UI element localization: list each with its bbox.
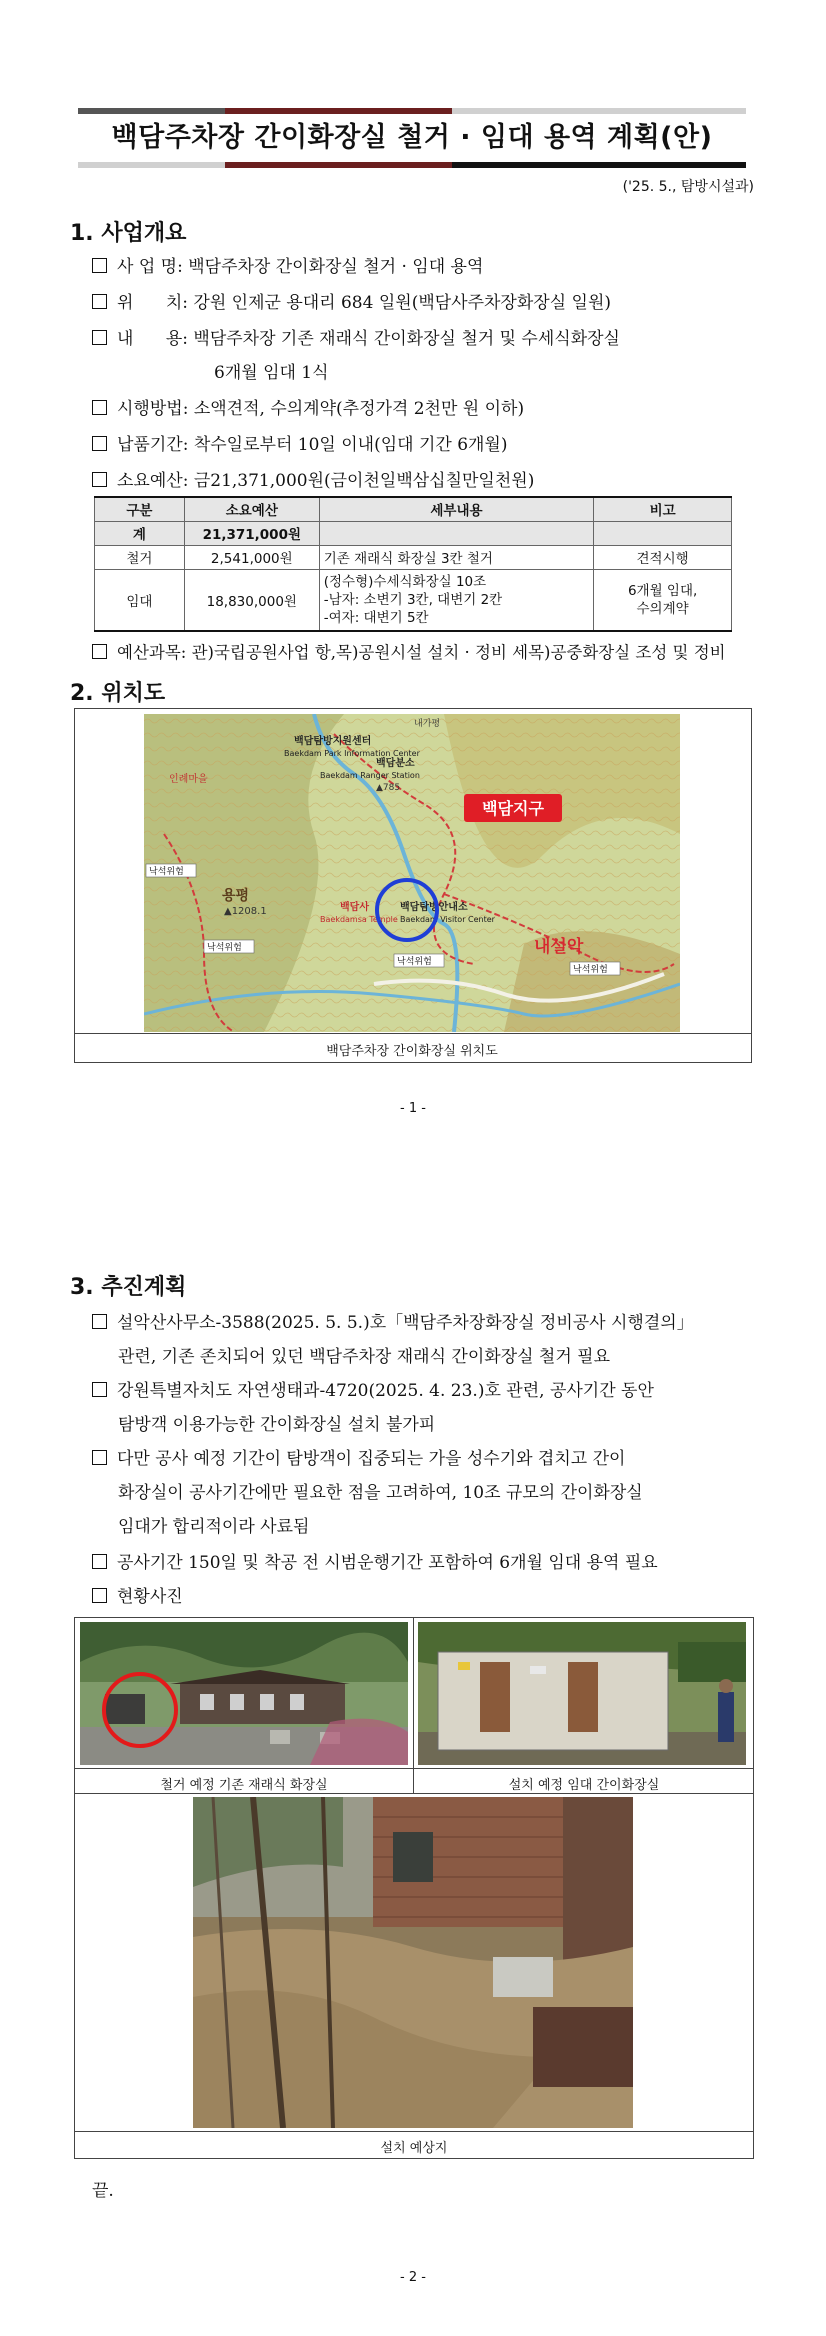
photo-rental-toilet [418, 1622, 746, 1765]
checkbox-icon [92, 330, 107, 345]
item-delivery: 납품기간: 착수일로부터 10일 이내(임대 기간 6개월) [92, 432, 508, 458]
checkbox-icon [92, 1382, 107, 1397]
item-budget: 소요예산: 금21,371,000원(금이천일백삼십칠만일천원) [92, 468, 534, 494]
budget-table [94, 496, 732, 632]
table-header: 세부내용 [319, 497, 593, 521]
page-number: - 2 - [400, 2270, 426, 2285]
section1-heading: 1. 사업개요 [70, 221, 187, 246]
photo-existing-toilet [80, 1622, 408, 1765]
plan-item: 현황사진 [92, 1580, 183, 1614]
photo-caption: 설치 예정 임대 간이화장실 [508, 1778, 660, 1793]
item-content: 내 용: 백담주차장 기존 재래식 간이화장실 철거 및 수세식화장실 [92, 326, 620, 352]
map-label-info-center: 백담탐방지원센터 [294, 736, 372, 747]
map-label-temple-en: Baekdamsa Temple [320, 915, 398, 924]
photo-caption: 철거 예정 기존 재래식 화장실 [160, 1778, 328, 1793]
map-label-pass: 내가평 [414, 719, 441, 729]
item-location: 위 치: 강원 인제군 용대리 684 일원(백담사주차장화장실 일원) [92, 290, 611, 316]
table-row: 철거 2,541,000원 기존 재래식 화장실 3칸 철거 견적시행 [95, 545, 732, 569]
checkbox-icon [92, 294, 107, 309]
plan-item: 다만 공사 예정 기간이 탐방객이 집중되는 가을 성수기와 겹치고 간이 화장실이 공사기간에만 필요한 점을 고려하여, 10조 규모의 간이화장실 임대가 합리적이라 사료됨 [92, 1442, 643, 1544]
plan-item: 강원특별자치도 자연생태과-4720(2025. 4. 23.)호 관련, 공사기간 동안 탐방객 이용가능한 간이화장실 설치 불가피 [92, 1374, 654, 1442]
map-caption: 백담주차장 간이화장실 위치도 [326, 1044, 498, 1059]
plan-item: 공사기간 150일 및 착공 전 시범운행기간 포함하여 6개월 임대 용역 필요 [92, 1546, 658, 1580]
page-title: 백담주차장 간이화장실 철거 · 임대 용역 계획(안) [111, 122, 713, 153]
item-method: 시행방법: 소액견적, 수의계약(추정가격 2천만 원 이하) [92, 396, 524, 422]
item-content-line2: 6개월 임대 1식 [214, 363, 329, 383]
checkbox-icon [92, 400, 107, 415]
checkbox-icon [92, 1554, 107, 1569]
location-map [144, 714, 680, 1032]
map-label-peak: 용평 [222, 888, 250, 904]
checkbox-icon [92, 644, 107, 659]
map-label-visitor-center-en: Baekdam Visitor Center [400, 915, 495, 924]
table-header: 비고 [594, 497, 732, 521]
item-budget-account: 예산과목: 관)국립공원사업 항,목)공원시설 설치 · 정비 세목)공중화장실 조성 및 정비 [92, 640, 726, 666]
map-label-visitor-center: 백담탐방안내소 [400, 902, 468, 913]
checkbox-icon [92, 1588, 107, 1603]
checkbox-icon [92, 436, 107, 451]
department-note: ('25. 5., 탐방시설과) [622, 179, 754, 195]
table-header: 소요예산 [184, 497, 319, 521]
table-row-total: 계 21,371,000원 [95, 521, 732, 545]
map-label-temple: 백담사 [340, 902, 369, 913]
checkbox-icon [92, 258, 107, 273]
checkbox-icon [92, 472, 107, 487]
map-label-baekdam-district: 백담지구 [482, 799, 544, 818]
map-label-peak-height: ▲1208.1 [224, 906, 267, 917]
table-row: 임대 18,830,000원 (정수형)수세식화장실 10조 -남자: 소변기 3칸, 대변기 2칸 -여자: 대변기 5칸 6개월 임대, 수의계약 [95, 569, 732, 631]
section3-heading: 3. 추진계획 [70, 1275, 187, 1300]
map-label-naeseorak: 내설악 [534, 937, 584, 957]
section2-heading: 2. 위치도 [70, 681, 166, 706]
checkbox-icon [92, 1450, 107, 1465]
photo-install-site [193, 1797, 633, 2128]
map-label-ranger: 백담분소 [376, 758, 415, 769]
title-bottom-rule [78, 162, 746, 168]
map-label-hazard: 낙석위험 [149, 867, 184, 877]
table-header: 구분 [95, 497, 185, 521]
page-number: - 1 - [400, 1101, 426, 1116]
end-mark: 끝. [92, 2181, 114, 2201]
map-label-peak2: ▲785 [376, 783, 401, 793]
map-label-ranger-en: Baekdam Ranger Station [320, 771, 420, 780]
map-label-village: 인례마을 [169, 774, 208, 785]
title-top-rule [78, 108, 746, 114]
checkbox-icon [92, 1314, 107, 1329]
map-label-info-center-en: Baekdam Park Information Center [284, 749, 420, 758]
photo-caption: 설치 예상지 [380, 2141, 448, 2156]
item-project-name: 사 업 명: 백담주차장 간이화장실 철거 · 임대 용역 [92, 254, 483, 280]
map-label-hazard: 낙석위험 [573, 965, 608, 975]
plan-item: 설악산사무소-3588(2025. 5. 5.)호「백담주차장화장실 정비공사 시행결의」 관련, 기존 존치되어 있던 백담주차장 재래식 간이화장실 철거 필요 [92, 1306, 694, 1374]
map-label-hazard: 낙석위험 [397, 957, 432, 967]
map-label-hazard: 낙석위험 [207, 943, 242, 953]
